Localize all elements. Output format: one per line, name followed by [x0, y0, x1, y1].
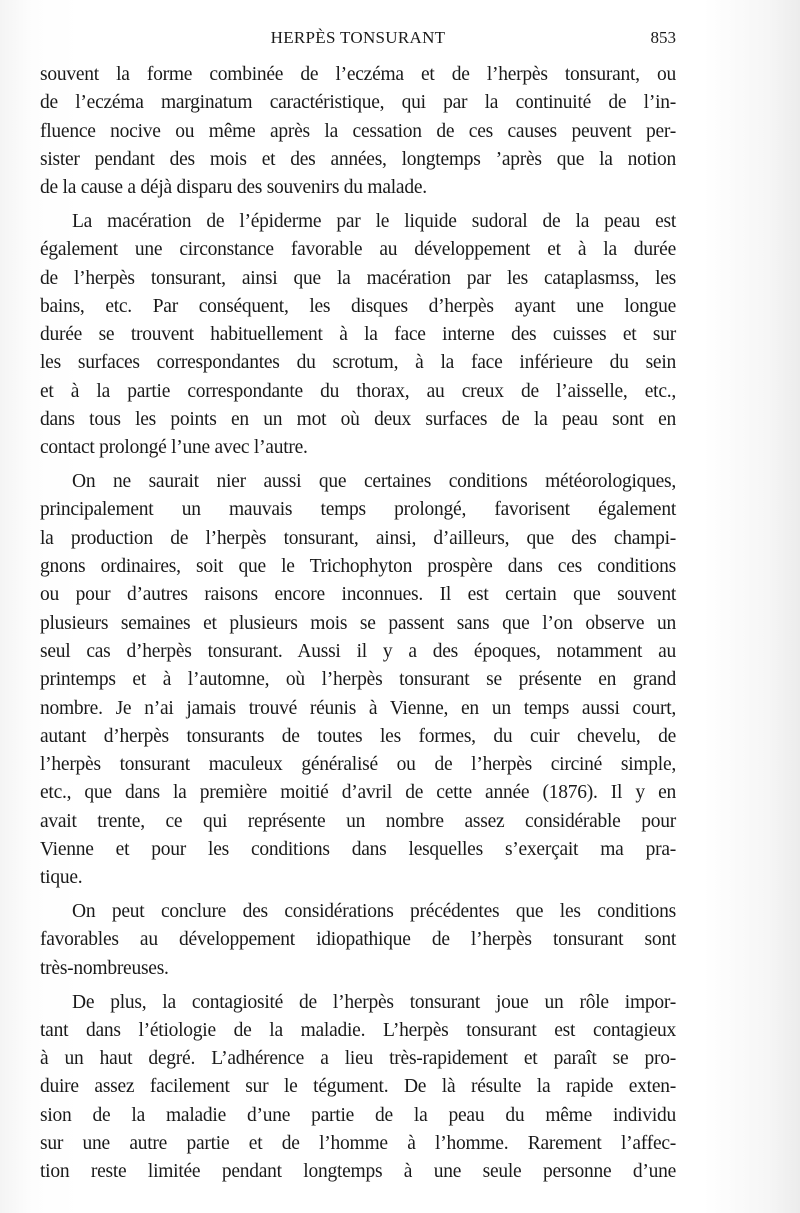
text-line: de la cause a déjà disparu des souvenirs du malade. [40, 177, 427, 199]
text-line: De plus, la contagiosité de l’herpès tonsurant joue un rôle impor- [72, 991, 676, 1013]
text-line: la production de l’herpès tonsurant, ainsi, d’ailleurs, que des champi- [40, 527, 676, 549]
body-text [40, 61, 676, 1192]
text-line: ou pour d’autres raisons encore inconnues. Il est certain que souvent [40, 584, 676, 606]
paragraph [40, 898, 676, 983]
text-line: autant d’herpès tonsurants de toutes les formes, du cuir chevelu, de [40, 725, 676, 747]
text-line: Vienne et pour les conditions dans lesquelles s’exerçait ma pra- [40, 839, 676, 861]
page-number: 853 [650, 28, 676, 47]
running-title: HERPÈS TONSURANT [270, 28, 446, 47]
text-line: nombre. Je n’ai jamais trouvé réunis à Vienne, en un temps aussi court, [40, 697, 676, 719]
text-line: seul cas d’herpès tonsurant. Aussi il y a des époques, notamment au [40, 640, 676, 662]
text-line: les surfaces correspondantes du scrotum, à la face inférieure du sein [40, 352, 676, 374]
text-line: sur une autre partie et de l’homme à l’homme. Rarement l’affec- [40, 1132, 676, 1154]
text-line: fluence nocive ou même après la cessation de ces causes peuvent per- [40, 120, 676, 142]
text-line: l’herpès tonsurant maculeux généralisé ou de l’herpès circiné simple, [40, 754, 676, 776]
text-line: On peut conclure des considérations précédentes que les conditions [72, 901, 676, 923]
text-line: tant dans l’étiologie de la maladie. L’herpès tonsurant est contagieux [40, 1019, 676, 1041]
text-line: sion de la maladie d’une partie de la peau du même individu [40, 1104, 676, 1126]
text-line: bains, etc. Par conséquent, les disques d’herpès ayant une longue [40, 295, 676, 317]
text-line: On ne saurait nier aussi que certaines conditions météorologiques, [72, 471, 676, 493]
paragraph [40, 61, 676, 202]
text-line: sister pendant des mois et des années, longtemps ’après que la notion [40, 148, 676, 170]
text-line: très-nombreuses. [40, 957, 169, 979]
text-line: principalement un mauvais temps prolongé, favorisent également [40, 499, 676, 521]
text-line: et à la partie correspondante du thorax, au creux de l’aisselle, etc., [40, 380, 676, 402]
running-header [40, 28, 676, 54]
text-line: souvent la forme combinée de l’eczéma et de l’herpès tonsurant, ou [40, 64, 676, 85]
text-line: à un haut degré. L’adhérence a lieu très-rapidement et paraît se pro- [40, 1048, 676, 1070]
paragraph [40, 989, 676, 1187]
text-line: également une circonstance favorable au développement et à la durée [40, 239, 676, 261]
text-line: tique. [40, 867, 83, 889]
text-line: durée se trouvent habituellement à la face interne des cuisses et sur [40, 324, 676, 346]
text-line: etc., que dans la première moitié d’avril de cette année (1876). Il y en [40, 782, 676, 804]
paragraph [40, 468, 676, 892]
text-line: duire assez facilement sur le tégument. De là résulte la rapide exten- [40, 1076, 676, 1098]
text-line: tion reste limitée pendant longtemps à une seule personne d’une [40, 1161, 676, 1183]
text-line: de l’eczéma marginatum caractéristique, qui par la continuité de l’in- [40, 92, 676, 114]
paragraph [40, 208, 676, 463]
text-line: contact prolongé l’une avec l’autre. [40, 437, 308, 459]
text-line: printemps et à l’automne, où l’herpès tonsurant se présente en grand [40, 669, 676, 691]
text-line: La macération de l’épiderme par le liquide sudoral de la peau est [72, 210, 676, 232]
text-line: avait trente, ce qui représente un nombre assez considérable pour [40, 810, 676, 832]
text-line: gnons ordinaires, soit que le Trichophyton prospère dans ces conditions [40, 556, 676, 578]
text-line: de l’herpès tonsurant, ainsi que la macération par les cataplasmss, les [40, 267, 676, 289]
text-line: dans tous les points en un mot où deux surfaces de la peau sont en [40, 409, 676, 431]
text-line: plusieurs semaines et plusieurs mois se passent sans que l’on observe un [40, 612, 676, 634]
text-line: favorables au développement idiopathique de l’herpès tonsurant sont [40, 929, 676, 951]
